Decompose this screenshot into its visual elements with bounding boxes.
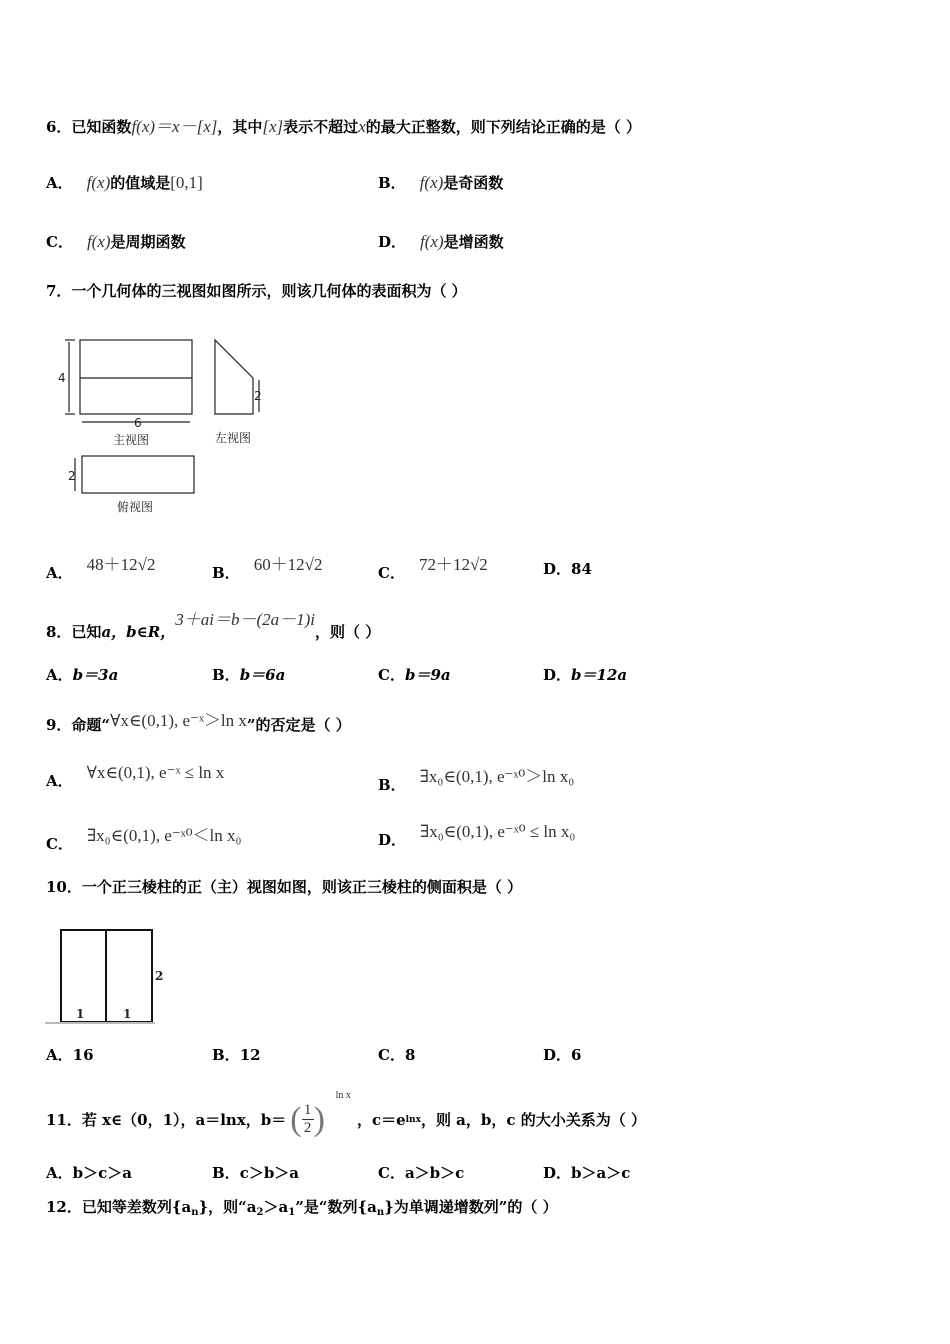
left-view-caption: 左视图 bbox=[215, 431, 252, 445]
q7-three-view-figure bbox=[55, 330, 285, 520]
q6-option-b[interactable]: B． f(x)是奇函数 bbox=[378, 173, 504, 192]
q10-option-c[interactable]: C．8 bbox=[378, 1046, 416, 1064]
q6-function: f(x)＝x－[x] bbox=[131, 117, 218, 136]
q6-bracket: [x] bbox=[262, 117, 284, 136]
q7-option-d[interactable]: D．84 bbox=[543, 560, 592, 578]
top-view-rect bbox=[82, 456, 194, 493]
q9-option-c[interactable]: C． ∃x₀∈(0,1), e⁻ˣ⁰＜ln x₀ bbox=[46, 826, 242, 853]
q7-option-c[interactable]: C． 72＋12√2 bbox=[378, 555, 488, 582]
q11-option-b[interactable]: B．c＞b＞a bbox=[212, 1164, 300, 1182]
front-view-caption: 主视图 bbox=[113, 433, 150, 447]
q6-option-a[interactable]: A． f(x)的值域是[0,1] bbox=[46, 173, 203, 192]
q7-option-a[interactable]: A． 48＋12√2 bbox=[46, 555, 156, 582]
q7-stem: 7．一个几何体的三视图如图所示，则该几何体的表面积为（ ） bbox=[46, 282, 467, 300]
q12-stem: 12．已知等差数列$\{a_n\}$，则“$a_2>a_1$”是“数列$\{a_n\}$为单调递增数列”的（ ） bbox=[46, 1198, 558, 1218]
q9-option-b[interactable]: B． ∃x₀∈(0,1), e⁻ˣ⁰＞ln x₀ bbox=[378, 767, 575, 794]
q8-option-b[interactable]: B．b＝6a bbox=[212, 666, 286, 684]
q11-stem: 11．若 x∈（0，1），a＝lnx，b＝ ( 1 2 ) ln x ，c＝e lnx ，则 a，b，c 的大小关系为（ ） bbox=[46, 1090, 646, 1138]
q6-option-c[interactable]: C． f(x)是周期函数 bbox=[46, 232, 186, 251]
left-view-shape bbox=[215, 340, 253, 414]
q10-option-b[interactable]: B．12 bbox=[212, 1046, 261, 1064]
label-2-top: 2 bbox=[68, 469, 76, 483]
q10-option-d[interactable]: D．6 bbox=[543, 1046, 582, 1064]
label-2: 2 bbox=[155, 969, 164, 983]
front-view-rect bbox=[80, 340, 192, 414]
label-4: 4 bbox=[58, 371, 66, 385]
q11-option-c[interactable]: C．a＞b＞c bbox=[378, 1164, 465, 1182]
q9-option-a[interactable]: A． ∀x∈(0,1), e⁻ˣ ≤ ln x bbox=[46, 763, 225, 790]
q10-option-a[interactable]: A．16 bbox=[46, 1046, 94, 1064]
q10-stem: 10．一个正三棱柱的正（主）视图如图，则该正三棱柱的侧面积是（ ） bbox=[46, 878, 523, 896]
q8-option-c[interactable]: C．b＝9a bbox=[378, 666, 451, 684]
q11-option-d[interactable]: D．b＞a＞c bbox=[543, 1164, 631, 1182]
q8-option-d[interactable]: D．b＝12a bbox=[543, 666, 628, 684]
q10-front-view-figure bbox=[45, 922, 175, 1028]
top-view-caption: 俯视图 bbox=[117, 500, 154, 514]
q8-stem: 8．已知a，b∈R，3＋ai＝b－(2a－1)i，则（ ） bbox=[46, 610, 381, 641]
label-6: 6 bbox=[134, 416, 142, 430]
label-1-left: 1 bbox=[76, 1007, 85, 1021]
label-1-right: 1 bbox=[123, 1007, 132, 1021]
q11-fraction: ( 1 2 ) ln x bbox=[290, 1090, 351, 1138]
q11-option-a[interactable]: A．b＞c＞a bbox=[46, 1164, 132, 1182]
label-2-left: 2 bbox=[254, 389, 262, 403]
q9-stem: 9．命题“∀x∈(0,1), e⁻ˣ＞ln x”的否定是（ ） bbox=[46, 711, 351, 734]
q6-stem: 6．已知函数f(x)＝x－[x]，其中[x]表示不超过x的最大正整数，则下列结论正确的是（ ） bbox=[46, 117, 641, 136]
q6-option-d[interactable]: D． f(x)是增函数 bbox=[378, 232, 504, 251]
q7-option-b[interactable]: B． 60＋12√2 bbox=[212, 555, 323, 582]
q8-option-a[interactable]: A．b＝3a bbox=[46, 666, 119, 684]
q9-option-d[interactable]: D． ∃x₀∈(0,1), e⁻ˣ⁰ ≤ ln x₀ bbox=[378, 822, 576, 849]
